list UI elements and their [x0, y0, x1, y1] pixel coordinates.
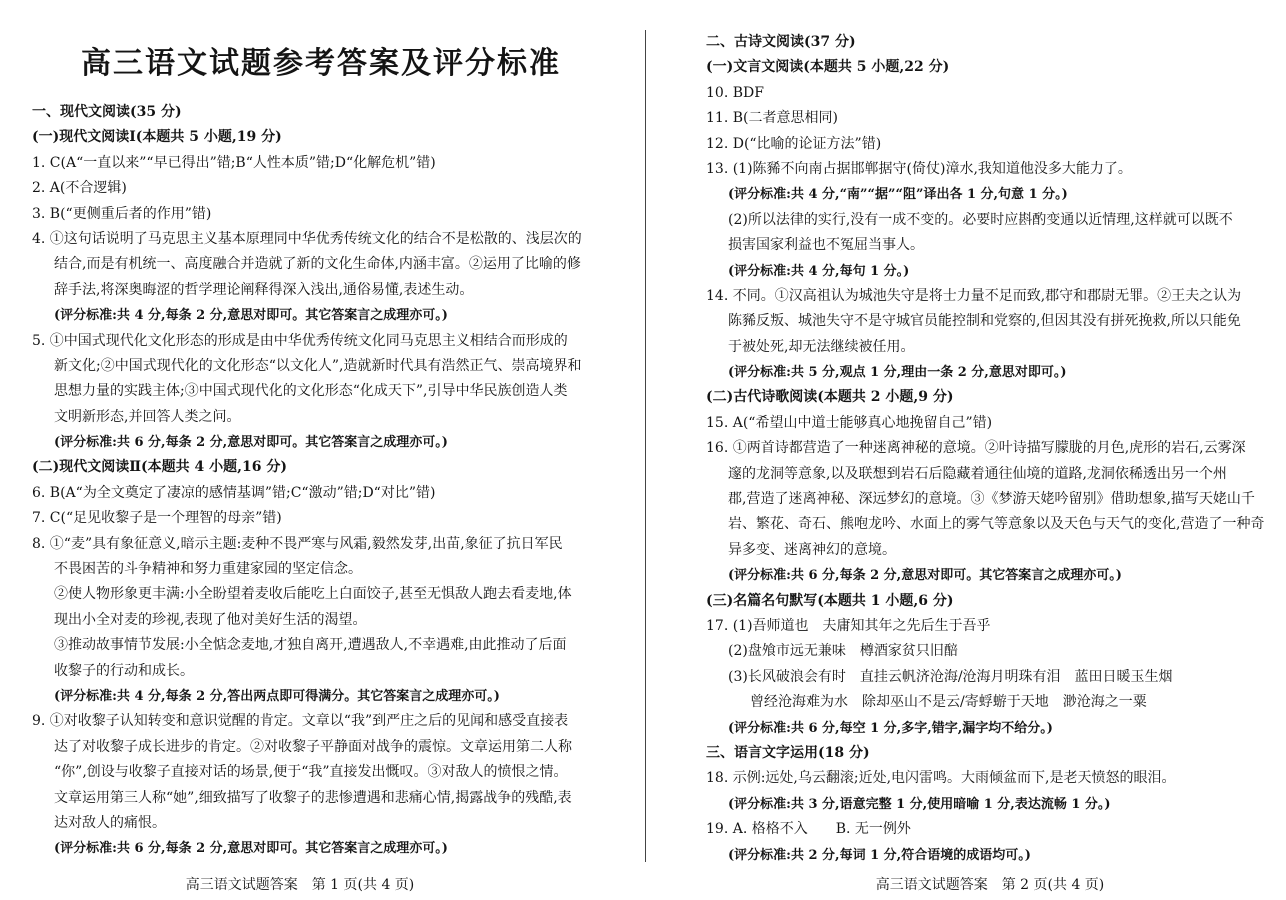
answer-line: 新文化;②中国式现代化的文化形态“以文化人”,造就新时代具有浩然正气、崇高境界和: [54, 357, 582, 374]
answer-line: 邃的龙洞等意象,以及联想到岩石后隐藏着通往仙境的道路,龙洞依稀透出另一个州: [728, 465, 1227, 482]
subsection-heading: (二)古代诗歌阅读(本题共 2 小题,9 分): [706, 389, 954, 406]
page-footer: 高三语文试题答案 第 1 页(共 4 页): [185, 877, 415, 893]
section-heading: 二、古诗文阅读(37 分): [706, 34, 856, 50]
document-title: 高三语文试题参考答案及评分标准: [81, 46, 561, 81]
page-footer: 高三语文试题答案 第 2 页(共 4 页): [875, 877, 1105, 893]
scoring-note: (评分标准:共 3 分,语意完整 1 分,使用暗喻 1 分,表达流畅 1 分。): [728, 796, 1111, 812]
page-2-content: [706, 30, 1264, 868]
page-2: [650, 0, 1286, 900]
scoring-note: (评分标准:共 4 分,“南”“据”“阻”译出各 1 分,句意 1 分。): [728, 187, 1068, 203]
answer-line: 7. C(“足见收黎子是一个理智的母亲”错): [32, 510, 282, 527]
answer-line: 达了对收黎子成长进步的肯定。②对收黎子平静面对战争的震惊。文章运用第二人称: [54, 738, 572, 755]
answer-line: 损害国家利益也不冤屈当事人。: [728, 237, 924, 254]
scoring-note: (评分标准:共 6 分,每条 2 分,意思对即可。其它答案言之成理亦可。): [54, 435, 448, 451]
answer-line: 现出小全对麦的珍视,表现了他对美好生活的渴望。: [54, 611, 367, 628]
answer-line: 文章运用第三人称“她”,细致描写了收黎子的悲惨遭遇和悲痛心情,揭露战争的残酷,表: [54, 789, 572, 806]
answer-line: 收黎子的行动和成长。: [54, 662, 194, 679]
answer-line: 于被处死,却无法继续被任用。: [728, 338, 915, 355]
answer-line: ②使人物形象更丰满:小全盼望着麦收后能吃上白面饺子,甚至无惧敌人跑去看麦地,体: [54, 586, 572, 603]
scoring-note: (评分标准:共 6 分,每条 2 分,意思对即可。其它答案言之成理亦可。): [728, 568, 1122, 584]
answer-line: 6. B(A“为全文奠定了凄凉的感情基调”错;C“激动”错;D“对比”错): [32, 484, 436, 501]
answer-line: 思想力量的实践主体;③中国式现代化的文化形态“化成天下”,引导中华民族创造人类: [54, 383, 568, 400]
answer-line: 达对敌人的痛恨。: [54, 814, 166, 831]
answer-line: 4. ①这句话说明了马克思主义基本原理同中华优秀传统文化的结合不是松散的、浅层次的: [32, 230, 582, 247]
subsection-heading: (一)现代文阅读Ⅰ(本题共 5 小题,19 分): [32, 129, 282, 146]
section-heading: 一、现代文阅读(35 分): [32, 104, 182, 120]
scoring-note: (评分标准:共 2 分,每词 1 分,符合语境的成语均可。): [728, 847, 1031, 863]
answer-line: 9. ①对收黎子认知转变和意识觉醒的肯定。文章以“我”到严庄之后的见闻和感受直接表: [32, 713, 569, 730]
answer-line: 异多变、迷离神幻的意境。: [728, 541, 896, 558]
answer-line: 12. D(“比喻的论证方法”错): [706, 135, 882, 152]
section-heading: 三、语言文字运用(18 分): [706, 744, 870, 761]
answer-line: 15. A(“希望山中道士能够真心地挽留自己”错): [706, 414, 993, 431]
answer-line: (3)长风破浪会有时 直挂云帆济沧海/沧海月明珠有泪 蓝田日暖玉生烟: [728, 668, 1173, 685]
scoring-note: (评分标准:共 4 分,每句 1 分。): [728, 263, 910, 279]
answer-line: 陈豨反叛、城池失守不是守城官员能控制和党察的,但因其没有拼死挽救,所以只能免: [728, 313, 1241, 330]
subsection-heading: (一)文言文阅读(本题共 5 小题,22 分): [706, 59, 950, 76]
answer-line: (2)所以法律的实行,没有一成不变的。必要时应斟酌变通以近情理,这样就可以既不: [728, 211, 1233, 228]
answer-line: 10. BDF: [706, 84, 764, 101]
scoring-note: (评分标准:共 4 分,每条 2 分,意思对即可。其它答案言之成理亦可。): [54, 308, 448, 324]
answer-line: 18. 示例:远处,乌云翻滚;近处,电闪雷鸣。大雨倾盆而下,是老天愤怒的眼泪。: [706, 770, 1176, 787]
answer-line: “你”,创设与收黎子直接对话的场景,便于“我”直接发出慨叹。③对敌人的愤恨之情。: [54, 764, 568, 781]
scoring-note: (评分标准:共 5 分,观点 1 分,理由一条 2 分,意思对即可。): [728, 365, 1067, 381]
page-1: [0, 0, 642, 900]
scoring-note: (评分标准:共 6 分,每条 2 分,意思对即可。其它答案言之成理亦可。): [54, 841, 448, 857]
answer-line: 16. ①两首诗都营造了一种迷离神秘的意境。②叶诗描写朦胧的月色,虎形的岩石,云雾深: [706, 440, 1246, 457]
answer-line: 8. ①“麦”具有象征意义,暗示主题:麦种不畏严寒与风霜,毅然发芽,出苗,象征了抗日军民: [32, 535, 563, 552]
answer-line: 1. C(A“一直以来”“早已得出”错;B“人性本质”错;D“化解危机”错): [32, 154, 436, 171]
page-1-content: [32, 100, 598, 862]
answer-line: 2. A(不合逻辑): [32, 180, 127, 197]
answer-line: 17. (1)吾师道也 夫庸知其年之先后生于吾乎: [706, 617, 991, 634]
scoring-note: (评分标准:共 4 分,每条 2 分,答出两点即可得满分。其它答案言之成理亦可。): [54, 688, 500, 704]
answer-line: 3. B(“更侧重后者的作用”错): [32, 205, 212, 222]
column-divider: [645, 30, 646, 862]
answer-line: 11. B(二者意思相同): [706, 110, 838, 127]
subsection-heading: (二)现代文阅读Ⅱ(本题共 4 小题,16 分): [32, 459, 288, 476]
answer-line: 郡,营造了迷离神秘、深远梦幻的意境。③《梦游天姥吟留别》借助想象,描写天姥山千: [728, 491, 1255, 508]
answer-line: 19. A. 格格不入 B. 无一例外: [706, 821, 911, 838]
answer-line: 岩、繁花、奇石、熊咆龙吟、水面上的雾气等意象以及天色与天气的变化,营造了一种奇: [728, 516, 1264, 533]
answer-line: 曾经沧海难为水 除却巫山不是云/寄蜉蝣于天地 渺沧海之一粟: [750, 694, 1147, 711]
answer-line: 结合,而是有机统一、高度融合并造就了新的文化生命体,内涵丰富。②运用了比喻的修: [54, 256, 581, 273]
answer-line: 辞手法,将深奥晦涩的哲学理论阐释得深入浅出,通俗易懂,表述生动。: [54, 281, 474, 298]
scoring-note: (评分标准:共 6 分,每空 1 分,多字,错字,漏字均不给分。): [728, 720, 1053, 736]
answer-line: 13. (1)陈豨不向南占据邯郸据守(倚仗)漳水,我知道他没多大能力了。: [706, 160, 1132, 177]
answer-line: 5. ①中国式现代化文化形态的形成是由中华优秀传统文化同马克思主义相结合而形成的: [32, 332, 568, 349]
answer-line: 文明新形态,并回答人类之问。: [54, 408, 241, 425]
answer-line: (2)盘飧市远无兼味 樽酒家贫只旧醅: [728, 643, 958, 660]
answer-line: ③推动故事情节发展:小全惦念麦地,才独自离开,遭遇敌人,不幸遇难,由此推动了后面: [54, 637, 567, 654]
answer-line: 14. 不同。①汉高祖认为城池失守是将士力量不足而致,郡守和郡尉无罪。②王夫之认为: [706, 287, 1242, 304]
answer-line: 不畏困苦的斗争精神和努力重建家园的坚定信念。: [54, 561, 362, 578]
subsection-heading: (三)名篇名句默写(本题共 1 小题,6 分): [706, 592, 954, 609]
